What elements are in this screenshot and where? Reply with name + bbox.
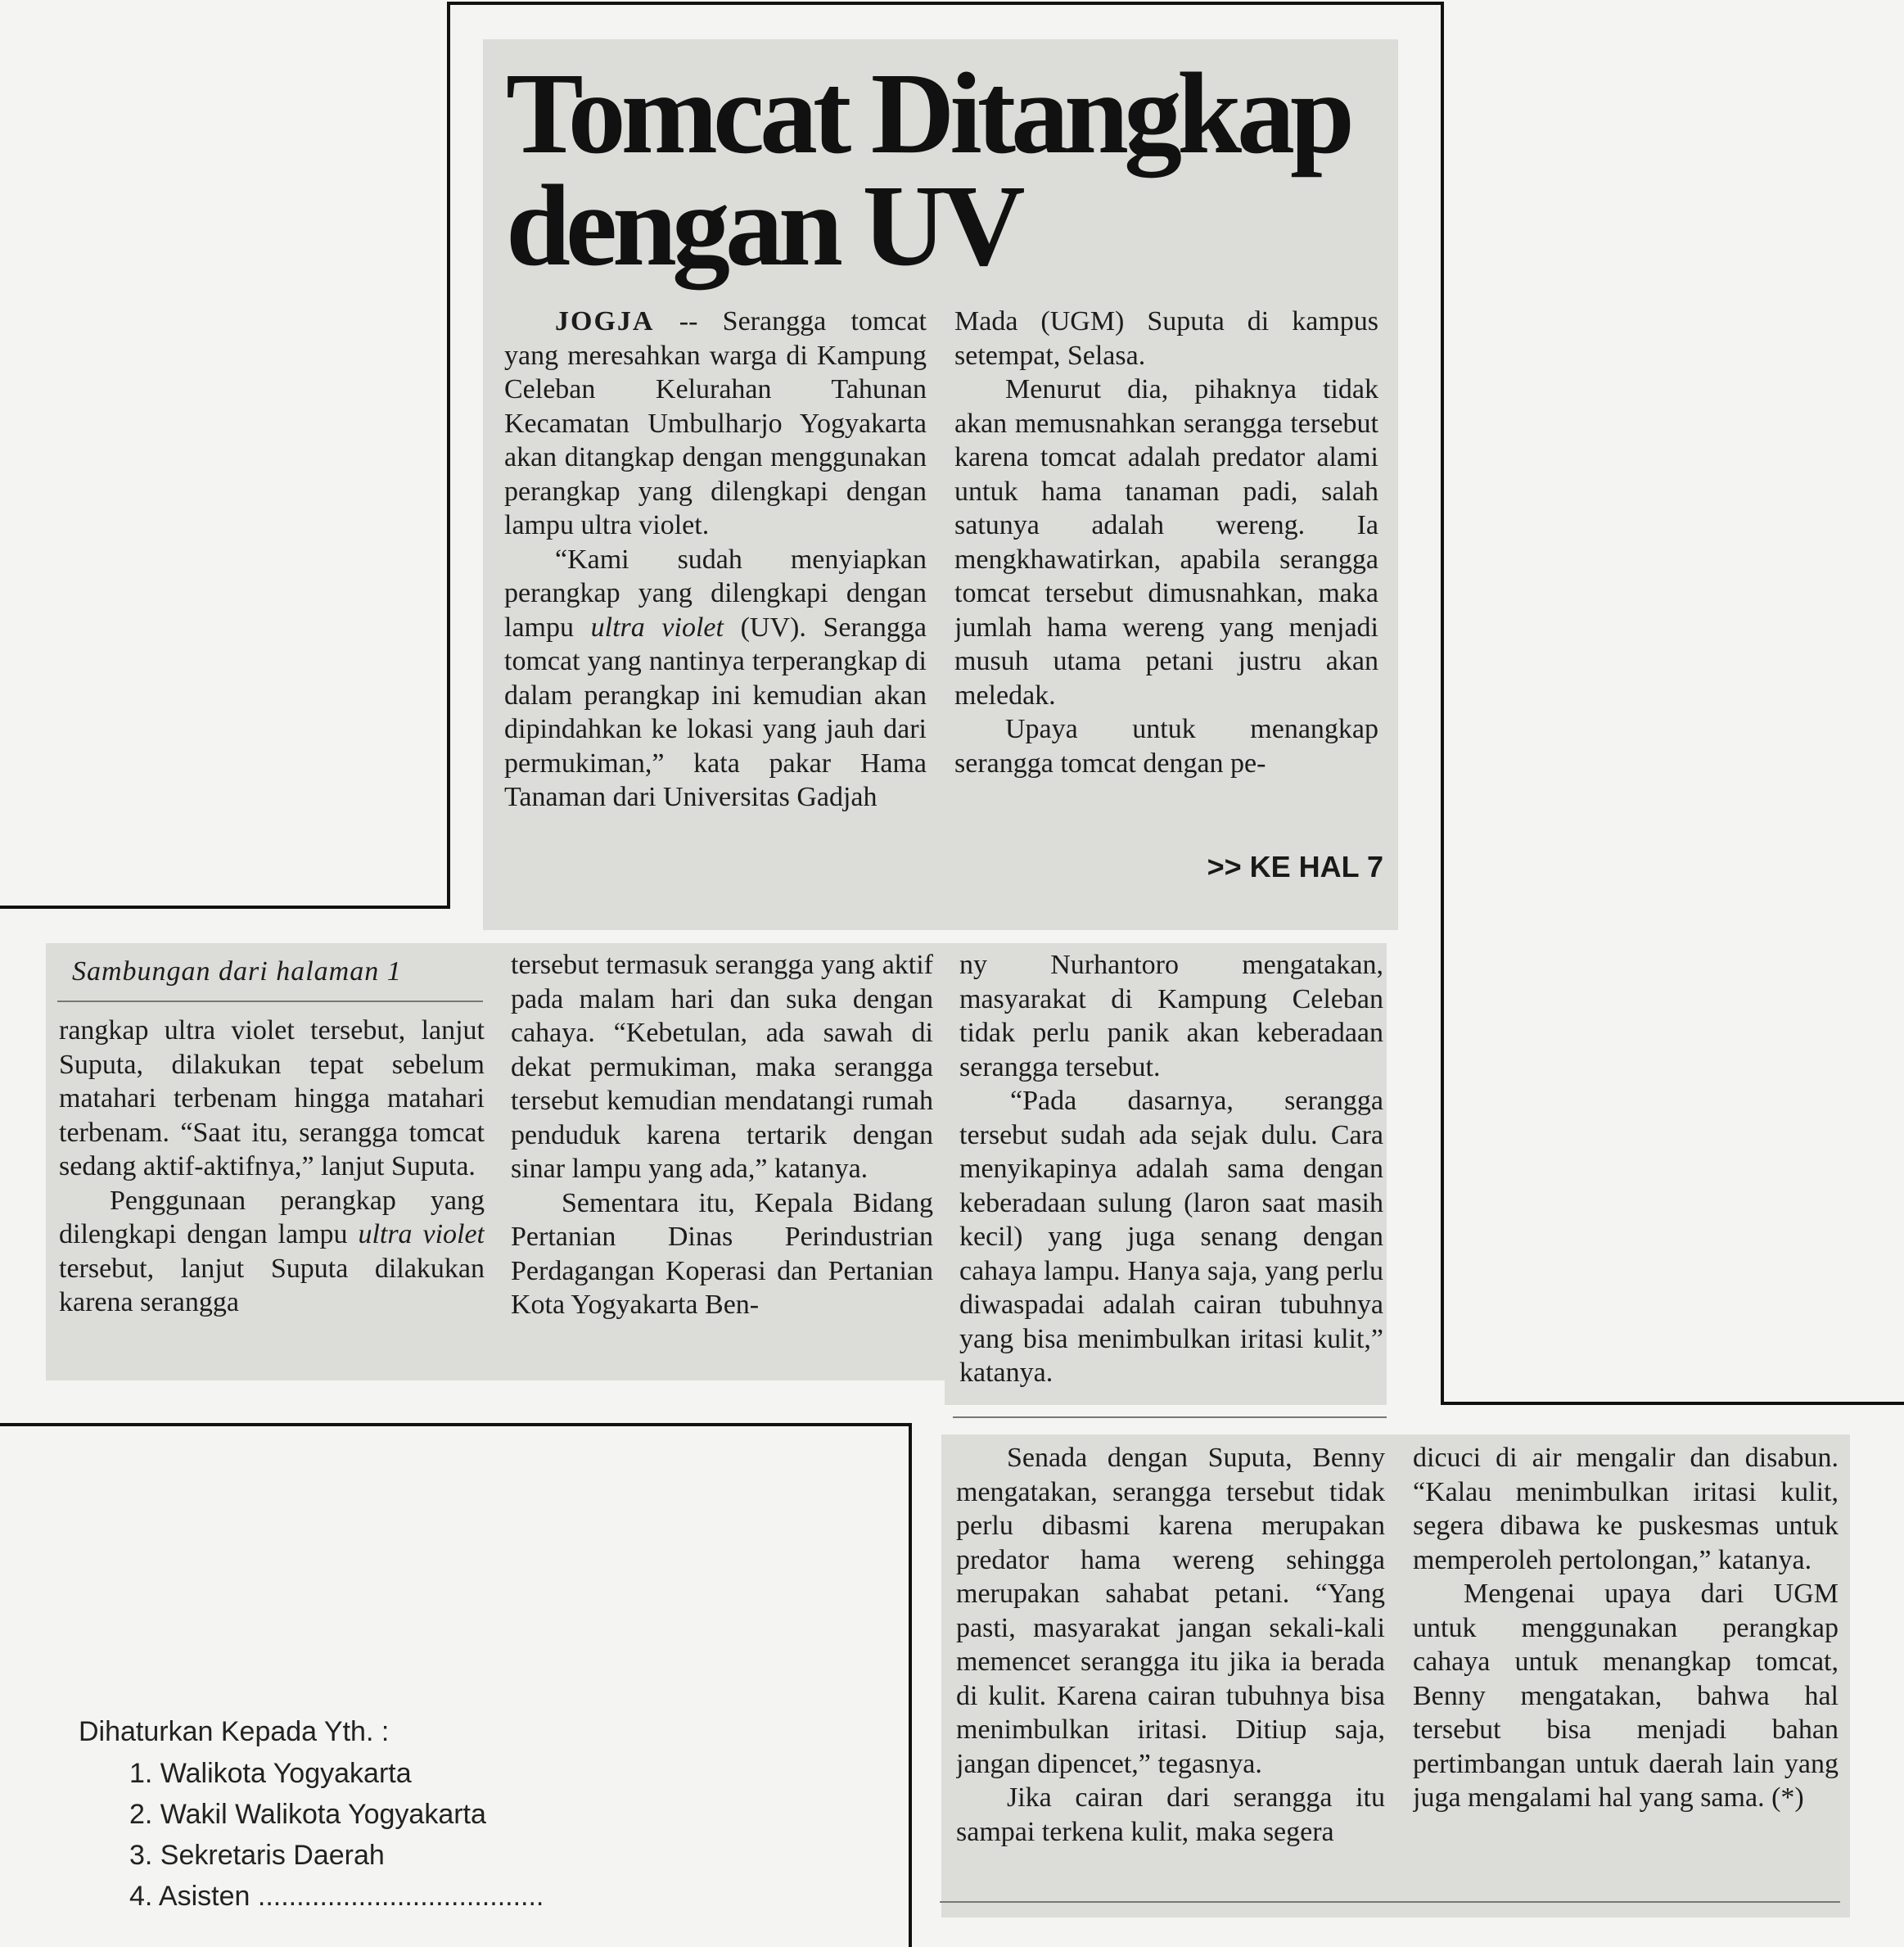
frame-mid-top	[0, 906, 450, 909]
recipient-item: 2. Wakil Walikota Yogyakarta	[129, 1799, 486, 1830]
label-rule	[57, 1001, 483, 1002]
front-column-2	[954, 305, 1378, 820]
cont-column-5	[1413, 1441, 1839, 1900]
headline-line2: dengan UV	[506, 160, 1021, 290]
recipient-item: 3. Sekretaris Daerah	[129, 1840, 385, 1871]
frame-lower-top	[1441, 1402, 1904, 1405]
frame-left-upper	[447, 2, 450, 907]
cont-col4-para2: Jika cairan dari serangga itu sampai terkena kulit, maka segera	[956, 1782, 1385, 1847]
headline	[506, 48, 1390, 290]
lead-text: -- Serangga tomcat yang meresahkan warga di Kampung Celeban Kelurahan Tahunan Kecamatan Umbulharjo Yogyakarta akan ditangkap dengan menggunakan perangkap yang dilengkapi dengan lampu ultra violet.	[504, 306, 927, 540]
quote-start: “Kami sudah menyiapkan perangkap yang dilengkapi dengan lampu	[504, 544, 927, 643]
cont-col2-para1: tersebut termasuk serangga yang aktif pada malam hari dan suka dengan cahaya. “Kebetulan, ada sawah di dekat permukiman, maka serangga tersebut kemudian mendatangi rumah penduduk karena tertarik dengan sinar lampu yang ada,” katanya.	[511, 950, 933, 1184]
quote-end: (UV). Serangga tomcat yang nantinya terperangkap di dalam perangkap ini kemudian akan dipindahkan ke lokasi yang jauh dari permukiman,” kata pakar Hama Tanaman dari Universitas Gadjah	[504, 612, 927, 812]
column-bottom-rule	[953, 1416, 1387, 1418]
cont-column-4	[956, 1441, 1385, 1900]
cont-col1-text-a: Penggunaan perangkap yang dilengkapi dengan lampu	[59, 1185, 485, 1249]
front-col2-para3: Upaya untuk menangkap serangga tomcat dengan pe-	[954, 714, 1378, 779]
front-col2-para2: Menurut dia, pihaknya tidak akan memusnahkan serangga tersebut karena tomcat adalah predator alami untuk hama tanaman padi, salah satunya adalah wereng. Ia mengkhawatirkan, apabila serangga tomcat tersebut dimusnahkan, maka jumlah hama wereng yang menjadi musuh utama petani justru akan meledak.	[954, 374, 1378, 711]
recipients-title: Dihaturkan Kepada Yth. :	[79, 1716, 390, 1747]
cont-col1-para2	[59, 1184, 485, 1320]
recipients-note	[79, 1716, 544, 1920]
cont-col5-para1: dicuci di air mengalir dan disabun. “Kalau menimbulkan iritasi kulit, segera dibawa ke puskesmas untuk memperoleh pertolongan,” katanya.	[1413, 1443, 1839, 1575]
cont-col3-para2: “Pada dasarnya, serangga tersebut sudah ada sejak dulu. Cara menyikapinya adalah sama dengan keberadaan sulung (laron saat masih kecil) yang juga senang dengan cahaya lampu. Hanya saja, yang perlu diwaspadai adalah cairan tubuhnya yang bisa menimbulkan iritasi kulit,” katanya.	[959, 1086, 1383, 1388]
cont-column-1	[59, 1014, 485, 1366]
recipient-item: 4. Asisten .....................................	[129, 1881, 544, 1912]
cont-col5-para2: Mengenai upaya dari UGM untuk menggunakan perangkap cahaya untuk menangkap tomcat, Benny mengatakan, bahwa hal tersebut bisa menjadi bahan pertimbangan untuk daerah lain yang juga mengalami hal yang sama. (*)	[1413, 1579, 1839, 1813]
continued-marker: >> KE HAL 7	[1207, 850, 1383, 883]
italic-term-2: ultra violet	[358, 1219, 485, 1249]
cont-col4-para1: Senada dengan Suputa, Benny mengatakan, serangga tersebut tidak perlu dibasmi karena merupakan predator hama wereng sehingga merupakan sahabat petani. “Yang pasti, masyarakat jangan sekali-kali memencet serangga itu jika ia berada di kulit. Karena cairan tubuhnya bisa menimbulkan iritasi. Ditiup saja, jangan dipencet,” tegasnya.	[956, 1443, 1385, 1779]
frame-lower-left	[909, 1423, 912, 1947]
front-col1-para2	[504, 543, 927, 815]
cont-column-2	[511, 948, 933, 1366]
front-column-1	[504, 305, 927, 894]
continuation-label: Sambungan dari halaman 1	[72, 956, 402, 987]
headline-line1: Tomcat Ditangkap	[506, 48, 1350, 178]
front-col1-para1	[504, 305, 927, 543]
cont-col1-text-b: tersebut, lanjut Suputa dilakukan karena serangga	[59, 1253, 485, 1317]
cont-col1-para1: rangkap ultra violet tersebut, lanjut Suputa, dilakukan tepat sebelum matahari terbenam hingga matahari terbenam. “Saat itu, serangga tomcat sedang aktif-aktifnya,” lanjut Suputa.	[59, 1015, 485, 1181]
bottom-rule	[940, 1901, 1840, 1903]
frame-top	[447, 2, 1444, 5]
recipient-item: 1. Walikota Yogyakarta	[129, 1758, 412, 1789]
cont-col2-para2: Sementara itu, Kepala Bidang Pertanian Dinas Perindustrian Perdagangan Koperasi dan Pertanian Kota Yogyakarta Ben-	[511, 1187, 933, 1320]
cont-column-3	[959, 948, 1383, 1395]
cont-col3-para1: ny Nurhantoro mengatakan, masyarakat di Kampung Celeban tidak perlu panik akan keberadaan serangga tersebut.	[959, 950, 1383, 1082]
dateline: JOGJA	[555, 306, 655, 337]
frame-mid-bottom	[0, 1423, 912, 1426]
recipients-list	[79, 1756, 544, 1913]
italic-term: ultra violet	[590, 612, 724, 643]
frame-right-upper	[1441, 2, 1444, 1405]
front-col2-para1: Mada (UGM) Suputa di kampus setempat, Selasa.	[954, 306, 1378, 371]
